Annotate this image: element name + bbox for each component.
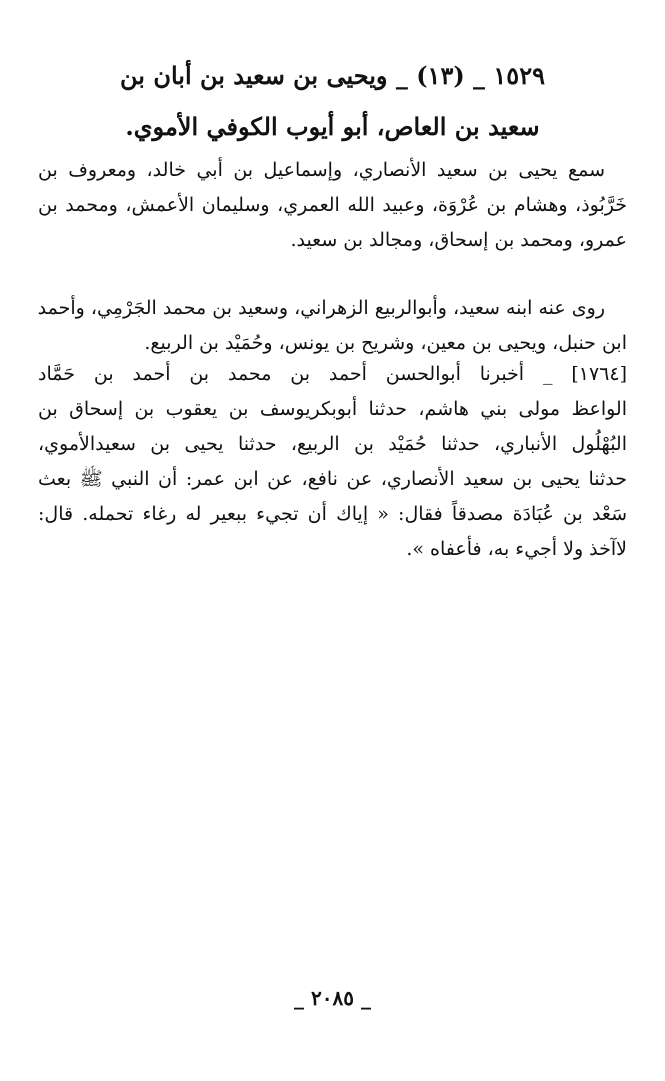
text-line: روى عنه ابنه سعيد، وأبوالربيع الزهراني، وسعيد بن محمد الجَرْمِي، وأحمد bbox=[38, 297, 605, 319]
paragraph-hadith bbox=[38, 357, 627, 567]
text-line: سَعْد بن عُبَادَة مصدقاً فقال: « إياك أن تجيء ببعير له رغاء تحمله. قال: bbox=[38, 503, 627, 525]
paragraph-teachers bbox=[38, 153, 627, 258]
paragraph-students bbox=[38, 291, 627, 361]
text-line: الواعظ مولى بني هاشم، حدثنا أبوبكريوسف بن يعقوب بن إسحاق بن bbox=[38, 398, 627, 420]
text-line: حدثنا يحيى بن سعيد الأنصاري، عن نافع، عن ابن عمر: أن النبي ﷺ بعث bbox=[38, 468, 627, 490]
entry-heading-line-1: ١٥٢٩ _ (١٣) _ ويحيى بن سعيد بن أبان بن bbox=[120, 61, 545, 90]
text-line: البُهْلُول الأنباري، حدثنا حُمَيْد بن الربيع، حدثنا يحيى بن سعيدالأموي، bbox=[38, 433, 627, 455]
entry-heading-line-2: سعيد بن العاص، أبو أيوب الكوفي الأموي. bbox=[125, 112, 540, 141]
text-line: لاآخذ ولا أجيء به، فأعفاه ». bbox=[406, 538, 627, 560]
page-number: _ ٢٠٨٥ _ bbox=[294, 986, 371, 1010]
text-line: خَرَّبُوذ، وهشام بن عُرْوَة، وعبيد الله العمري، وسليمان الأعمش، ومحمد بن bbox=[38, 194, 627, 216]
text-line: [١٧٦٤] _ أخبرنا أبوالحسن أحمد بن محمد بن أحمد بن حَمَّاد bbox=[38, 363, 627, 385]
text-line: سمع يحيى بن سعيد الأنصاري، وإسماعيل بن أبي خالد، ومعروف بن bbox=[38, 159, 605, 181]
text-line: عمرو، ومحمد بن إسحاق، ومجالد بن سعيد. bbox=[290, 229, 627, 251]
text-line: ابن حنبل، ويحيى بن معين، وشريح بن يونس، وحُمَيْد بن الربيع. bbox=[144, 332, 627, 354]
